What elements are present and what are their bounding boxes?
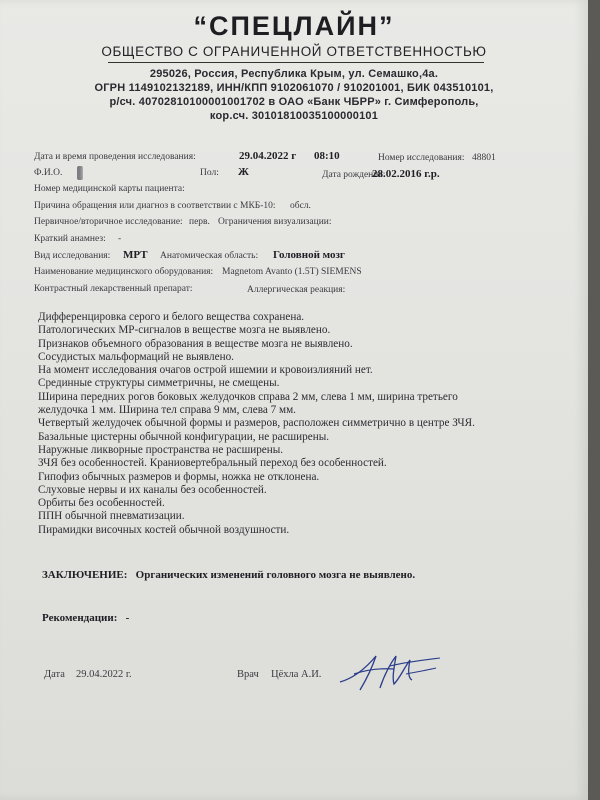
study-type-value: МРТ (123, 249, 148, 261)
address-line-4: кор.сч. 30101810035100000101 (209, 110, 379, 122)
findings-line: Пирамидки височных костей обычной воздушности. (38, 523, 290, 536)
org-type: ОБЩЕСТВО С ОГРАНИЧЕННОЙ ОТВЕТСТВЕННОСТЬЮ (101, 44, 487, 59)
findings-line: желудочка 1 мм. Ширина тел справа 9 мм, слева 7 мм. (38, 404, 296, 417)
allergy-label: Аллергическая реакция: (247, 285, 346, 295)
findings-line: Гипофиз обычных размеров и формы, ножка не отклонена. (38, 470, 320, 483)
recommendations-label: Рекомендации: (42, 612, 118, 624)
contrast-label: Контрастный лекарственный препарат: (34, 284, 193, 294)
fio-label: Ф.И.О. (34, 168, 63, 178)
reason-label: Причина обращения или диагноз в соответствии с МКБ-10: (34, 201, 276, 211)
anatomy-label: Анатомическая область: (160, 251, 259, 261)
redacted-name (86, 165, 160, 181)
doctor-label: Врач (237, 669, 259, 680)
address-line-2: ОГРН 1149102132189, ИНН/КПП 9102061070 / 910201001, БИК 043510101, (94, 82, 494, 94)
sex-label: Пол: (200, 168, 219, 178)
findings-line: Базальные цистерны обычной конфигурации, не расширены. (38, 430, 330, 443)
footer-date-label: Дата (44, 669, 65, 680)
findings-line: На момент исследования очагов острой ишемии и кровоизлияний нет. (38, 364, 373, 377)
findings-line: Слуховые нервы и их каналы без особенностей. (38, 483, 267, 496)
findings-line: ЗЧЯ без особенностей. Краниовертебральный переход без особенностей. (38, 457, 387, 470)
primary-value: перв. (189, 217, 210, 227)
doctor-signature (336, 648, 446, 696)
findings-text (38, 311, 548, 537)
background-surface (588, 0, 600, 800)
time-value: 08:10 (314, 150, 340, 162)
study-number-label: Номер исследования: (378, 153, 465, 163)
equipment-value: Magnetom Avanto (1.5T) SIEMENS (222, 267, 362, 277)
address-line-1: 295026, Россия, Республика Крым, ул. Семашко,4а. (149, 68, 439, 80)
recommendations (42, 612, 129, 624)
anatomy-value: Головной мозг (273, 249, 345, 261)
findings-line: Патологических МР-сигналов в веществе мозга не выявлено. (38, 324, 331, 337)
date-label: Дата и время проведения исследования: (34, 152, 196, 162)
findings-line: Наружные ликворные пространства не расширены. (38, 443, 284, 456)
anamnesis-value: - (118, 234, 122, 244)
findings-line: Признаков объемного образования в веществе мозга не выявлено. (38, 337, 353, 350)
recommendations-value: - (125, 612, 130, 624)
header-divider (108, 62, 484, 63)
findings-line: Четвертый желудочек обычной формы и размеров, расположен симметрично в центре ЗЧЯ. (38, 417, 475, 430)
equipment-label: Наименование медицинского оборудования: (34, 267, 214, 277)
findings-line: Срединные структуры симметричны, не смещены. (38, 377, 280, 390)
findings-line: ППН обычной пневматизации. (38, 510, 185, 523)
company-name: “СПЕЦЛАЙН” (193, 11, 395, 41)
study-number-value: 48801 (472, 153, 496, 163)
redaction-mark (77, 166, 83, 180)
doctor-name: Цёхла А.И. (271, 669, 322, 680)
footer-date-value: 29.04.2022 г. (76, 669, 132, 680)
birth-value: 28.02.2016 г.р. (372, 168, 440, 180)
study-type-label: Вид исследования: (34, 251, 111, 261)
reason-value: обсл. (290, 201, 311, 211)
address-line-3: р/сч. 40702810100001001702 в ОАО «Банк ЧБРР» г. Симферополь, (109, 96, 479, 108)
conclusion-text: Органических изменений головного мозга не выявлено. (135, 569, 416, 581)
findings-line: Ширина передних рогов боковых желудочков справа 2 мм, слева 1 мм, ширина третьего (38, 390, 458, 403)
findings-line: Сосудистых мальформаций не выявлено. (38, 350, 234, 363)
findings-line: Дифференцировка серого и белого вещества сохранена. (38, 311, 305, 323)
date-value: 29.04.2022 г (239, 150, 297, 162)
anamnesis-label: Краткий анамнез: (34, 234, 106, 244)
visual-limit-label: Ограничения визуализации: (218, 217, 332, 227)
sex-value: Ж (238, 166, 249, 178)
card-label: Номер медицинской карты пациента: (34, 184, 185, 194)
findings-line: Орбиты без особенностей. (38, 497, 165, 510)
birth-label: Дата рождения: (322, 170, 386, 180)
conclusion (42, 569, 415, 581)
conclusion-label: ЗАКЛЮЧЕНИЕ: (42, 569, 128, 581)
primary-label: Первичное/вторичное исследование: (34, 217, 183, 227)
